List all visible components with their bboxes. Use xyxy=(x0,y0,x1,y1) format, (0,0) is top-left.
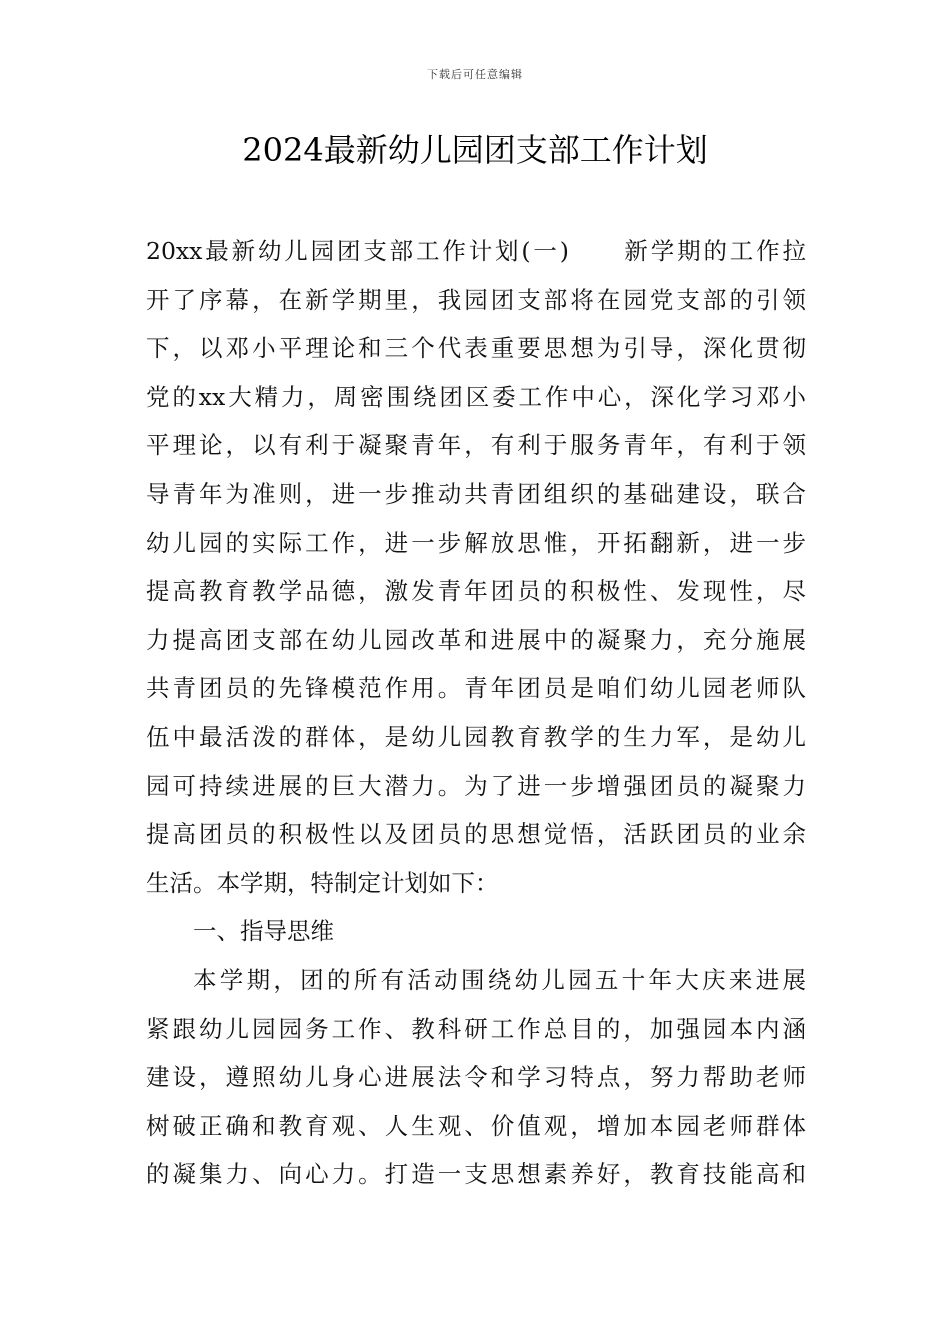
body-line: 建设，遵照幼儿身心进展法令和学习特点，努力帮助老师 xyxy=(146,1063,806,1092)
document-title: 2024最新幼儿园团支部工作计划 xyxy=(242,131,708,169)
body-line: 幼儿园的实际工作，进一步解放思惟，开拓翻新，进一步 xyxy=(146,528,806,557)
body-line: 开了序幕，在新学期里，我园团支部将在园党支部的引领 xyxy=(146,285,806,314)
body-line: 力提高团支部在幼儿园改革和进展中的凝聚力，充分施展 xyxy=(146,625,806,654)
body-line: 本学期，团的所有活动围绕幼儿园五十年大庆来进展 xyxy=(193,965,806,994)
section-heading: 一、指导思维 xyxy=(193,917,334,946)
document-body xyxy=(146,227,806,1199)
body-line: 共青团员的先锋模范作用。青年团员是咱们幼儿园老师队 xyxy=(146,674,806,703)
body-line: 党的xx大精力，周密围绕团区委工作中心，深化学习邓小 xyxy=(146,382,806,411)
page-header-note: 下载后可任意编辑 xyxy=(427,68,523,81)
body-line: 生活。本学期，特制定计划如下： xyxy=(146,868,499,897)
body-line: 平理论，以有利于凝聚青年，有利于服务青年，有利于领 xyxy=(146,431,806,460)
body-line: 下，以邓小平理论和三个代表重要思想为引导，深化贯彻 xyxy=(146,334,806,363)
body-line: 树破正确和教育观、人生观、价值观，增加本园老师群体 xyxy=(146,1111,806,1140)
body-line: 提高教育教学品德，激发青年团员的积极性、发现性，尽 xyxy=(146,577,806,606)
body-line: 导青年为准则，进一步推动共青团组织的基础建设，联合 xyxy=(146,479,806,508)
body-line: 紧跟幼儿园园务工作、教科研工作总目的，加强园本内涵 xyxy=(146,1014,806,1043)
body-line: 20xx最新幼儿园团支部工作计划(一) 新学期的工作拉 xyxy=(146,237,806,265)
body-line: 提高团员的积极性以及团员的思想觉悟，活跃团员的业余 xyxy=(146,820,806,849)
body-line: 的凝集力、向心力。打造一支思想素养好，教育技能高和 xyxy=(146,1160,806,1189)
body-line: 伍中最活泼的群体，是幼儿园教育教学的生力军，是幼儿 xyxy=(146,722,806,751)
body-line: 园可持续进展的巨大潜力。为了进一步增强团员的凝聚力 xyxy=(146,771,806,800)
